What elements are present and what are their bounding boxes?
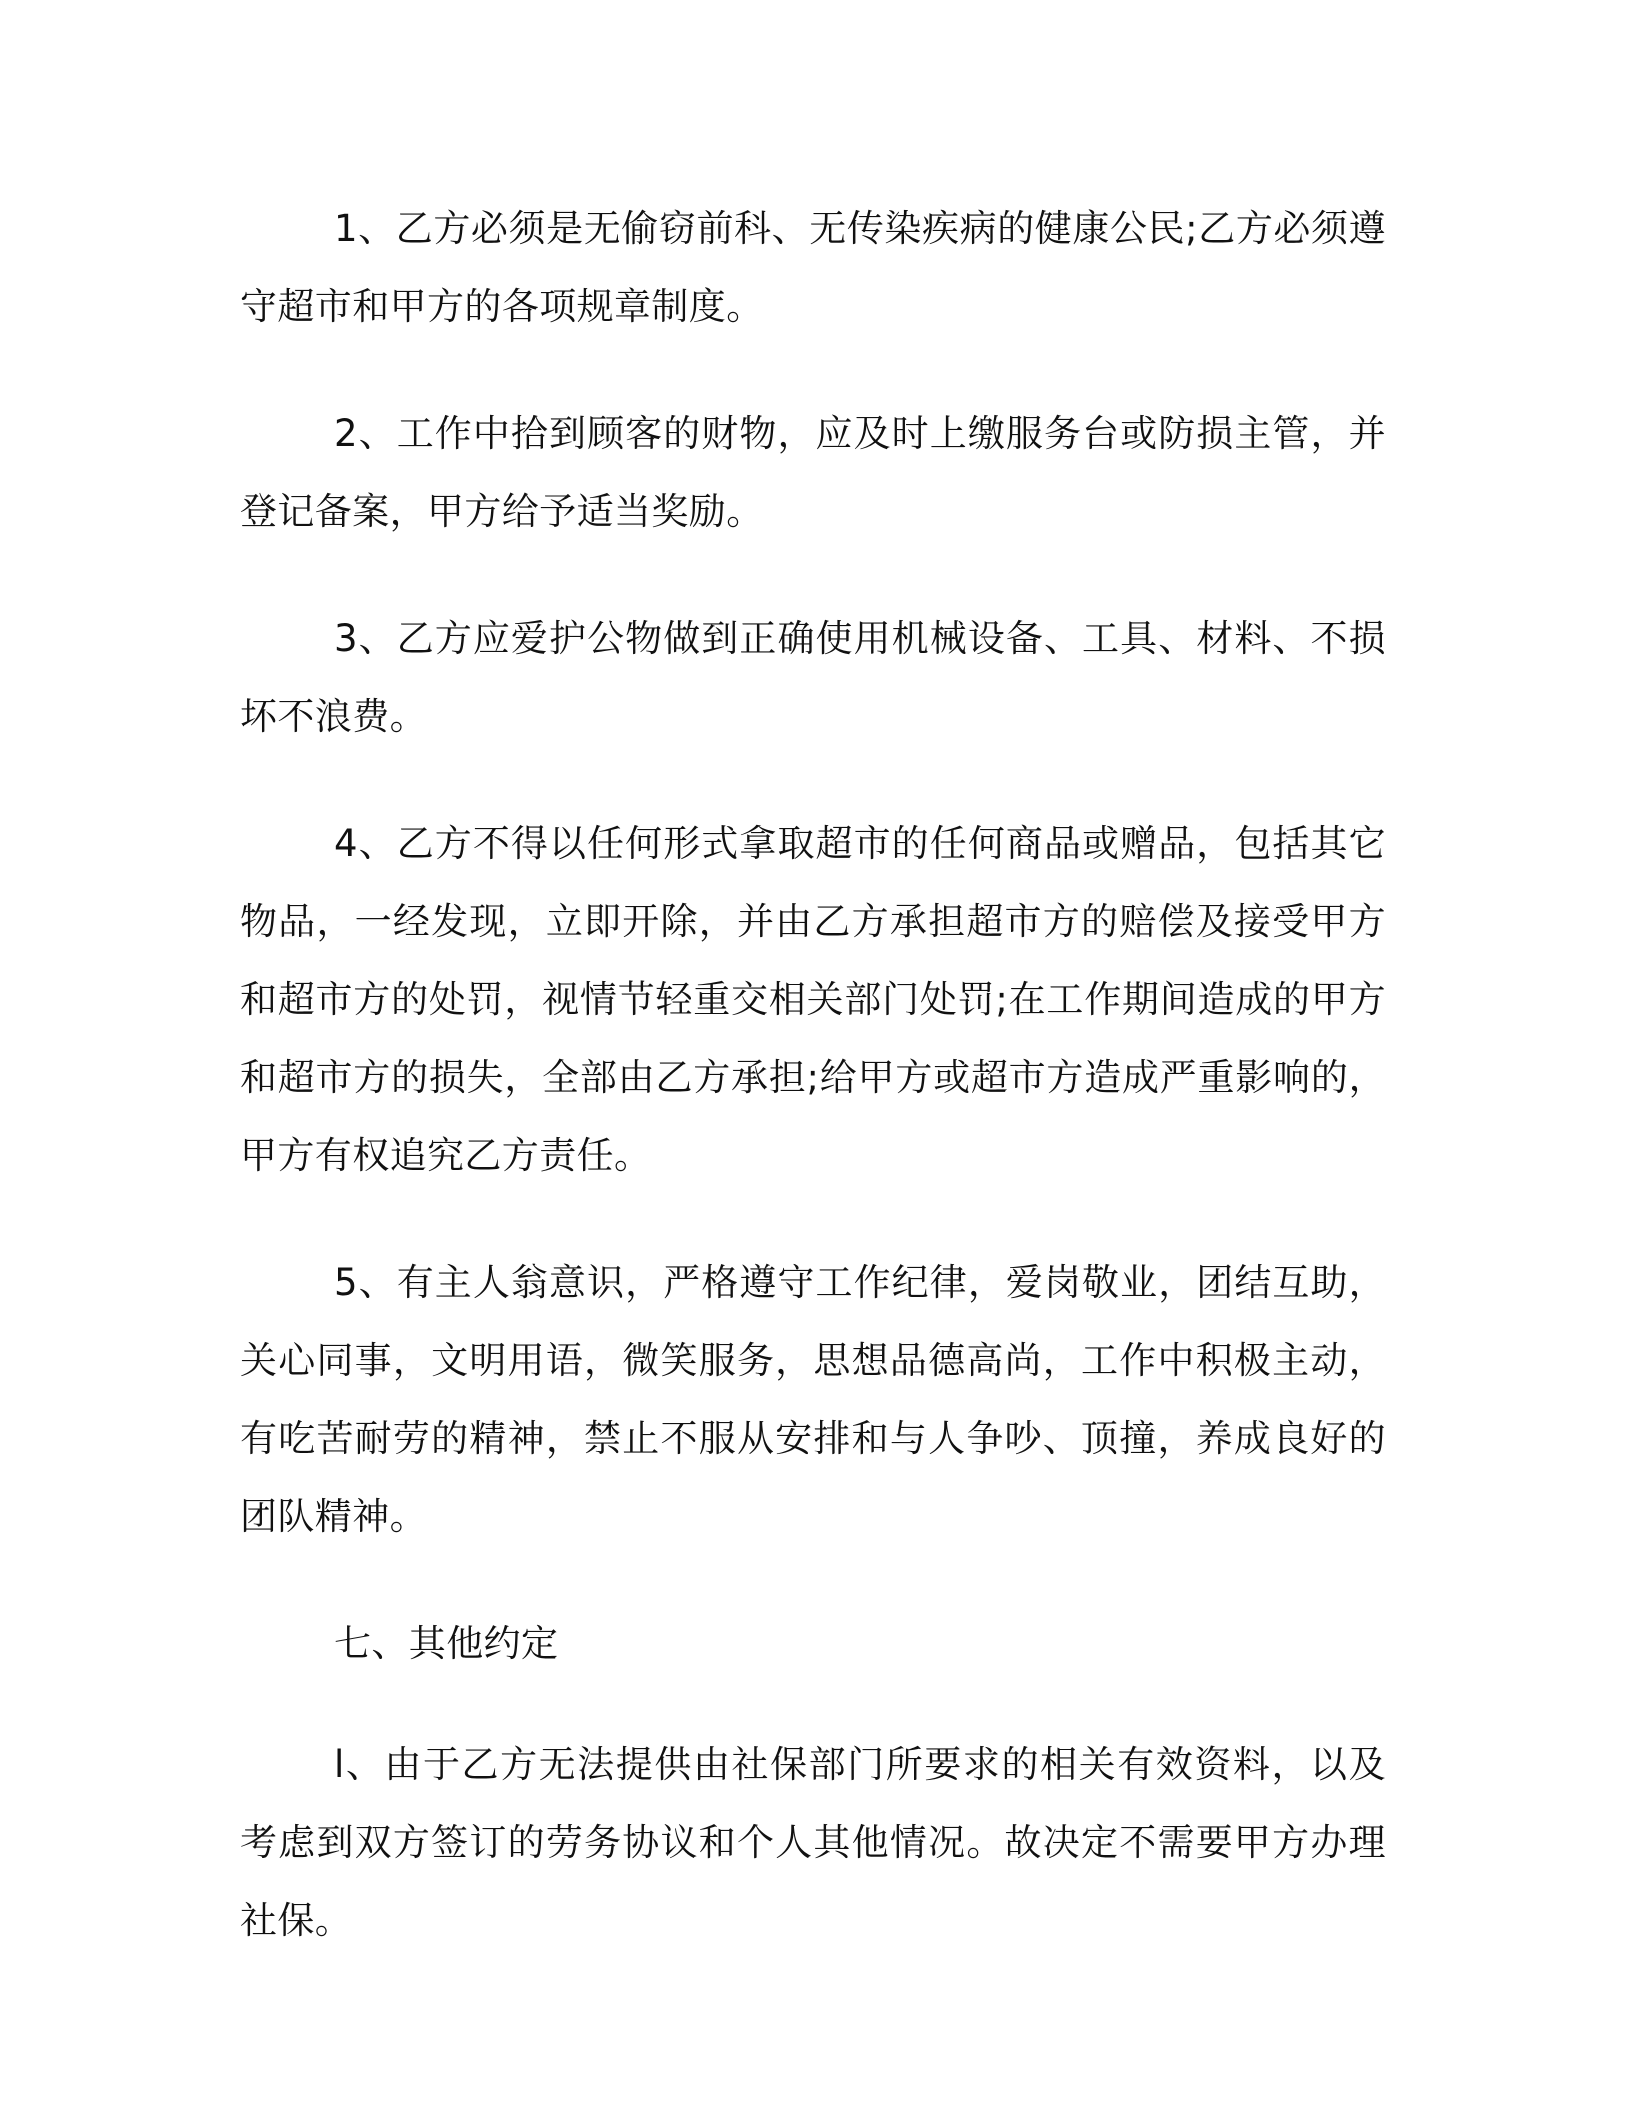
- paragraph-clause-4: 4、乙方不得以任何形式拿取超市的任何商品或赠品，包括其它物品，一经发现，立即开除，并由乙方承担超市方的赔偿及接受甲方和超市方的处罚，视情节轻重交相关部门处罚;在工作期间造成的甲方和超市方的损失，全部由乙方承担;给甲方或超市方造成严重影响的，甲方有权追究乙方责任。: [240, 822, 1386, 1177]
- paragraph-clause-5: 5、有主人翁意识，严格遵守工作纪律，爱岗敬业，团结互助，关心同事，文明用语，微笑服务，思想品德高尚，工作中积极主动，有吃苦耐劳的精神，禁止不服从安排和与人争吵、顶撞，养成良好的团队精神。: [240, 1261, 1386, 1538]
- paragraph-clause-1: 1、乙方必须是无偷窃前科、无传染疾病的健康公民;乙方必须遵守超市和甲方的各项规章制度。: [240, 207, 1386, 328]
- paragraph-other-agreement-1: l、由于乙方无法提供由社保部门所要求的相关有效资料，以及考虑到双方签订的劳务协议和个人其他情况。故决定不需要甲方办理社保。: [240, 1743, 1386, 1942]
- section-heading-other-agreements: 七、其他约定: [334, 1622, 559, 1665]
- document-body: [240, 190, 1386, 2009]
- paragraph-clause-2: 2、工作中拾到顾客的财物，应及时上缴服务台或防损主管，并登记备案，甲方给予适当奖励。: [240, 412, 1386, 533]
- paragraph-clause-3: 3、乙方应爱护公物做到正确使用机械设备、工具、材料、不损坏不浪费。: [240, 617, 1386, 738]
